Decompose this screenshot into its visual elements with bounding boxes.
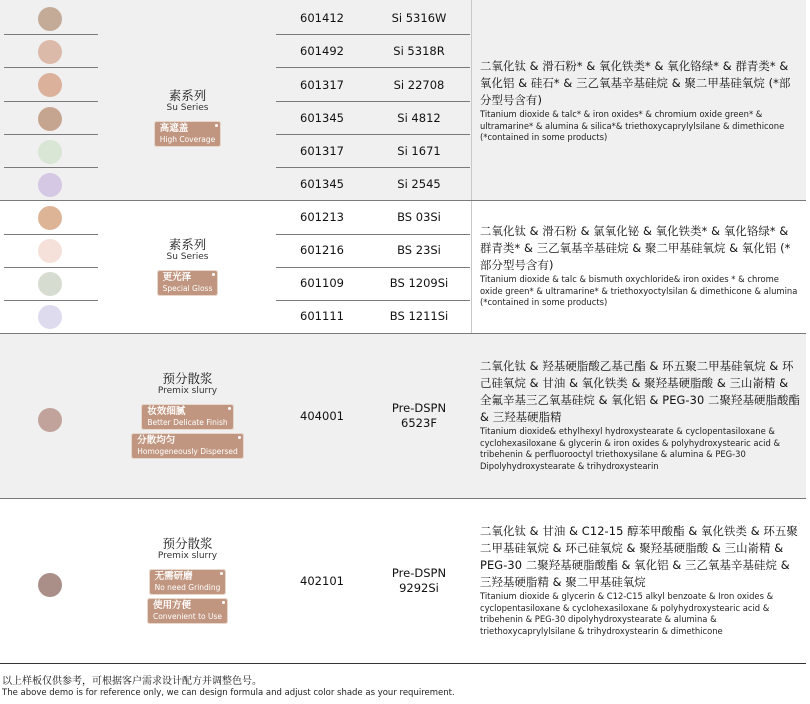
- row-divider: [276, 101, 470, 102]
- tag-text-zh: 分散均匀: [137, 435, 176, 446]
- ingredients-en: Titanium dioxide & talc & bismuth oxychloride& iron oxides * & chrome oxide green* & ultramarine* & triethoxyoctylsilan & dimethicone & alumina (*contained in some products): [480, 274, 798, 307]
- product-code: 402101: [300, 574, 344, 588]
- series-label: [100, 237, 275, 296]
- ingredients-en: Titanium dioxide & glycerin & C12-C15 alkyl benzoate & Iron oxides & cyclopentasiloxane & cyclohexasiloxane & polyhydroxystearic acid & tribehenin & PEG-30 dipolyhydroxystearate & alumina & triethoxycaprylylsilane & trihydroxystearin & dimethicone: [480, 591, 774, 636]
- feature-tag: [157, 270, 219, 296]
- series-name-zh: 预分散浆: [162, 536, 213, 551]
- product-code: 601492: [300, 44, 344, 58]
- tag-text-en: Better Delicate Finish: [147, 418, 228, 427]
- tag-hole-icon: [215, 124, 218, 127]
- row-divider: [4, 134, 98, 135]
- product-code: 601345: [300, 111, 344, 125]
- product-model: BS 23Si: [397, 243, 441, 257]
- ingredients-block: [480, 358, 800, 472]
- series-label: [100, 88, 275, 147]
- series-name-zh: 素系列: [168, 88, 207, 103]
- tag-hole-icon: [228, 407, 231, 410]
- row-divider: [4, 34, 98, 35]
- row-divider: [4, 167, 98, 168]
- product-code: 601412: [300, 11, 344, 25]
- ingredients-block: [480, 58, 800, 144]
- column-divider: [471, 0, 472, 200]
- tag-text-zh: 更光泽: [162, 272, 192, 283]
- ingredients-en: Titanium dioxide& ethylhexyl hydroxystearate & cyclopentasiloxane & cyclohexasiloxane & glycerin & iron oxides & polyhydroxystearic acid & tribehenin & perfluorooctyl triethoxysilane & alumina & PEG-30 Dipolyhydroxystearate & trihydroxystearin: [480, 426, 780, 471]
- color-swatch: [38, 305, 62, 329]
- ingredients-en: Titanium dioxide & talc* & iron oxides* & chromium oxide green* & ultramarine* & alumina & silica*& triethoxycaprylylsilane & dimethicone (*contained in some products): [480, 109, 785, 142]
- product-model-line: 9292Si: [399, 581, 439, 595]
- series-name-zh: 素系列: [168, 237, 207, 252]
- product-model: [368, 401, 470, 431]
- ingredients-block: [480, 523, 800, 637]
- ingredients-zh: 二氧化钛 & 滑石粉 & 氯氧化铋 & 氧化铁类* & 氧化铬绿* & 群青类* & 三乙氧基辛基硅烷 & 聚二甲基硅氧烷 & 氧化铝 (*部分型号含有): [480, 224, 791, 272]
- color-swatch: [38, 573, 62, 597]
- product-model: BS 1211Si: [389, 309, 449, 323]
- product-model-line: 6523F: [401, 416, 437, 430]
- tag-text-zh: 无需研磨: [154, 571, 193, 582]
- series-name-en: Su Series: [166, 252, 209, 262]
- row-divider: [276, 234, 470, 235]
- color-swatch: [38, 239, 62, 263]
- product-code: 601317: [300, 78, 344, 92]
- row-divider: [4, 101, 98, 102]
- series-name-en: Su Series: [166, 103, 209, 113]
- ingredients-block: [480, 223, 800, 309]
- row-divider: [276, 167, 470, 168]
- color-swatch: [38, 206, 62, 230]
- divider: [0, 200, 806, 201]
- series-name-zh: 预分散浆: [162, 371, 213, 386]
- row-divider: [4, 67, 98, 68]
- product-code: 601216: [300, 243, 344, 257]
- row-divider: [4, 267, 98, 268]
- row-divider: [4, 300, 98, 301]
- product-model: BS 1209Si: [389, 276, 449, 290]
- product-model: Si 2545: [397, 177, 441, 191]
- feature-tag: [141, 404, 233, 430]
- product-model: Si 4812: [397, 111, 441, 125]
- product-model: [368, 566, 470, 596]
- color-swatch: [38, 173, 62, 197]
- product-model: Si 22708: [393, 78, 445, 92]
- row-divider: [276, 67, 470, 68]
- tag-text-zh: 使用方便: [152, 600, 191, 611]
- product-code: 601111: [300, 309, 344, 323]
- tag-text-zh: 高遮盖: [159, 123, 189, 134]
- color-swatch: [38, 272, 62, 296]
- ingredients-zh: 二氧化钛 & 甘油 & C12-15 醇苯甲酸酯 & 氧化铁类 & 环五聚二甲基硅氧烷 & 环己硅氧烷 & 聚羟基硬脂酸 & 三山嵛精 & PEG-30 二聚羟基硬脂酸酯 & 氧化铝 & 三乙氧基辛基硅烷 & 三羟基硬脂精 & 聚二甲基硅氧烷: [480, 524, 798, 589]
- feature-tag: [147, 598, 228, 624]
- tag-text-en: No need Grinding: [154, 583, 221, 592]
- tag-hole-icon: [222, 601, 225, 604]
- column-divider: [471, 201, 472, 333]
- product-model: Si 5316W: [391, 11, 447, 25]
- footer-note-zh: 以上样板仅供参考，可根据客户需求设计配方并调整色号。: [2, 676, 262, 687]
- ingredients-zh: 二氧化钛 & 羟基硬脂酸乙基己酯 & 环五聚二甲基硅氧烷 & 环己硅氧烷 & 甘油 & 氧化铁类 & 聚羟基硬脂酸 & 三山嵛精 & 全氟辛基三乙氧基硅烷 & 氧化铝 & PEG-30 二聚羟基硬脂酸酯 & 三羟基硬脂精: [480, 359, 800, 424]
- series-name-en: Premix slurry: [157, 386, 218, 396]
- row-divider: [276, 134, 470, 135]
- tag-text-en: Homogeneously Dispersed: [137, 447, 238, 456]
- row-divider: [4, 234, 98, 235]
- product-code: 601345: [300, 177, 344, 191]
- series-name-en: Premix slurry: [157, 551, 218, 561]
- series-label: [100, 536, 275, 624]
- product-model-line: Pre-DSPN: [391, 566, 447, 580]
- row-divider: [276, 267, 470, 268]
- color-swatch: [38, 73, 62, 97]
- tag-hole-icon: [212, 273, 215, 276]
- tag-text-en: High Coverage: [159, 135, 216, 144]
- product-code: 601213: [300, 210, 344, 224]
- product-model-line: Pre-DSPN: [391, 401, 447, 415]
- feature-tag: [131, 433, 244, 459]
- product-model: Si 1671: [397, 144, 441, 158]
- feature-tag: [149, 569, 227, 595]
- tag-hole-icon: [238, 436, 241, 439]
- color-swatch: [38, 107, 62, 131]
- feature-tag: [154, 121, 222, 147]
- product-code: 404001: [300, 409, 344, 423]
- series-label: [100, 371, 275, 459]
- row-divider: [276, 300, 470, 301]
- tag-text-en: Convenient to Use: [152, 612, 223, 621]
- ingredients-zh: 二氧化钛 & 滑石粉* & 氧化铁类* & 氧化铬绿* & 群青类* & 氧化铝 & 硅石* & 三乙氧基辛基硅烷 & 聚二甲基硅氧烷 (*部分型号含有): [480, 59, 791, 107]
- color-swatch: [38, 140, 62, 164]
- product-model: Si 5318R: [393, 44, 445, 58]
- tag-text-zh: 妆效细腻: [147, 406, 186, 417]
- color-swatch: [38, 408, 62, 432]
- tag-hole-icon: [220, 572, 223, 575]
- tag-text-en: Special Gloss: [162, 284, 213, 293]
- row-divider: [276, 34, 470, 35]
- color-swatch: [38, 7, 62, 31]
- product-code: 601109: [300, 276, 344, 290]
- table-bottom-line: [0, 663, 806, 664]
- product-model: BS 03Si: [397, 210, 441, 224]
- footer-note-en: The above demo is for reference only, we can design formula and adjust color shade as your requirement.: [2, 688, 455, 698]
- product-code: 601317: [300, 144, 344, 158]
- color-swatch: [38, 40, 62, 64]
- divider: [0, 333, 806, 334]
- divider: [0, 498, 806, 499]
